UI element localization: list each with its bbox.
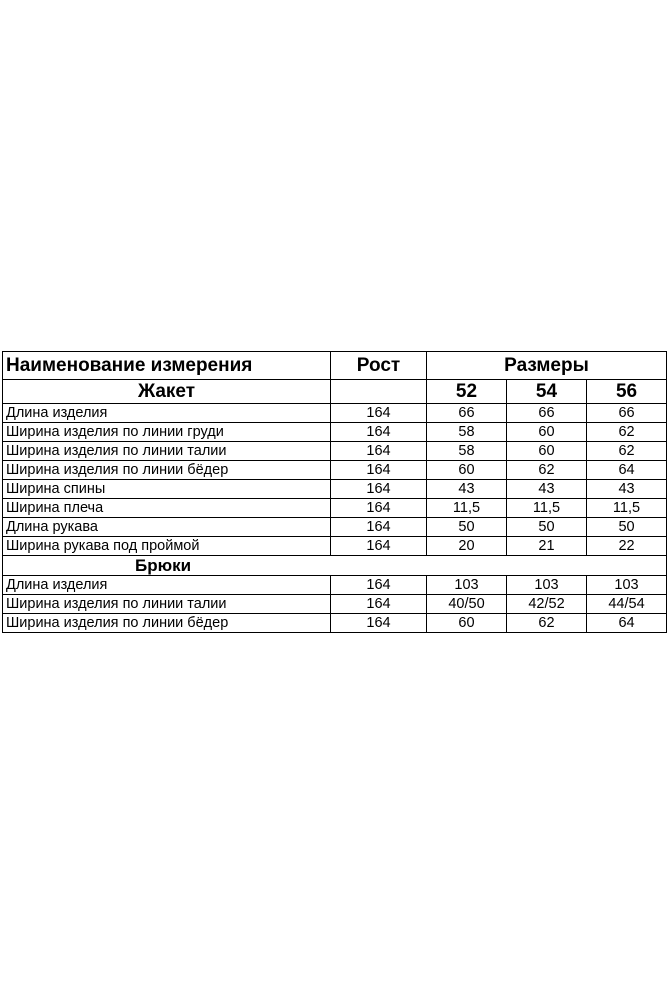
height-value: 164 — [331, 499, 427, 518]
table-row — [3, 518, 667, 537]
size-52-value: 58 — [427, 442, 507, 461]
size-56-value: 50 — [587, 518, 667, 537]
table-row — [3, 576, 667, 595]
measurement-name: Ширина рукава под проймой — [3, 537, 331, 556]
sizes-header: Размеры — [427, 352, 667, 380]
size-52-value: 60 — [427, 614, 507, 633]
size-52-header: 52 — [427, 380, 507, 404]
size-54-header: 54 — [507, 380, 587, 404]
size-56-value: 22 — [587, 537, 667, 556]
header-row — [3, 352, 667, 380]
size-56-value: 62 — [587, 423, 667, 442]
jacket-header-row — [3, 380, 667, 404]
table-row — [3, 404, 667, 423]
empty-cell — [507, 556, 587, 576]
measurement-name: Длина изделия — [3, 576, 331, 595]
size-54-value: 66 — [507, 404, 587, 423]
table-row — [3, 499, 667, 518]
height-value: 164 — [331, 537, 427, 556]
size-54-value: 43 — [507, 480, 587, 499]
height-value: 164 — [331, 423, 427, 442]
measurement-name: Ширина изделия по линии талии — [3, 442, 331, 461]
measurement-name: Длина рукава — [3, 518, 331, 537]
empty-cell — [587, 556, 667, 576]
empty-cell — [331, 556, 427, 576]
size-54-value: 50 — [507, 518, 587, 537]
height-value: 164 — [331, 480, 427, 499]
size-54-value: 62 — [507, 614, 587, 633]
size-56-value: 44/54 — [587, 595, 667, 614]
table-row — [3, 442, 667, 461]
height-value: 164 — [331, 461, 427, 480]
size-52-value: 103 — [427, 576, 507, 595]
empty-cell — [427, 556, 507, 576]
empty-cell — [331, 380, 427, 404]
size-54-value: 11,5 — [507, 499, 587, 518]
height-value: 164 — [331, 442, 427, 461]
table-row — [3, 480, 667, 499]
height-value: 164 — [331, 404, 427, 423]
table-row — [3, 423, 667, 442]
size-54-value: 60 — [507, 423, 587, 442]
size-chart-table — [2, 351, 667, 633]
size-52-value: 60 — [427, 461, 507, 480]
measurement-name: Ширина изделия по линии талии — [3, 595, 331, 614]
measurement-name: Ширина спины — [3, 480, 331, 499]
height-value: 164 — [331, 576, 427, 595]
size-54-value: 42/52 — [507, 595, 587, 614]
size-52-value: 20 — [427, 537, 507, 556]
measurement-name: Ширина плеча — [3, 499, 331, 518]
height-value: 164 — [331, 614, 427, 633]
table-row — [3, 595, 667, 614]
size-52-value: 58 — [427, 423, 507, 442]
measurement-name: Длина изделия — [3, 404, 331, 423]
size-56-value: 43 — [587, 480, 667, 499]
trousers-header-row — [3, 556, 667, 576]
table-row — [3, 537, 667, 556]
size-56-header: 56 — [587, 380, 667, 404]
size-56-value: 11,5 — [587, 499, 667, 518]
size-52-value: 11,5 — [427, 499, 507, 518]
size-54-value: 60 — [507, 442, 587, 461]
size-52-value: 50 — [427, 518, 507, 537]
size-56-value: 66 — [587, 404, 667, 423]
table-row — [3, 614, 667, 633]
size-56-value: 103 — [587, 576, 667, 595]
measurement-name: Ширина изделия по линии груди — [3, 423, 331, 442]
measurement-header: Наименование измерения — [3, 352, 331, 380]
size-56-value: 64 — [587, 614, 667, 633]
height-header: Рост — [331, 352, 427, 380]
jacket-section-title: Жакет — [3, 380, 331, 404]
size-52-value: 66 — [427, 404, 507, 423]
size-56-value: 62 — [587, 442, 667, 461]
height-value: 164 — [331, 595, 427, 614]
height-value: 164 — [331, 518, 427, 537]
size-54-value: 21 — [507, 537, 587, 556]
size-52-value: 40/50 — [427, 595, 507, 614]
size-56-value: 64 — [587, 461, 667, 480]
table-row — [3, 461, 667, 480]
trousers-section-title: Брюки — [3, 556, 331, 576]
size-54-value: 62 — [507, 461, 587, 480]
measurement-name: Ширина изделия по линии бёдер — [3, 614, 331, 633]
size-54-value: 103 — [507, 576, 587, 595]
size-52-value: 43 — [427, 480, 507, 499]
measurement-name: Ширина изделия по линии бёдер — [3, 461, 331, 480]
